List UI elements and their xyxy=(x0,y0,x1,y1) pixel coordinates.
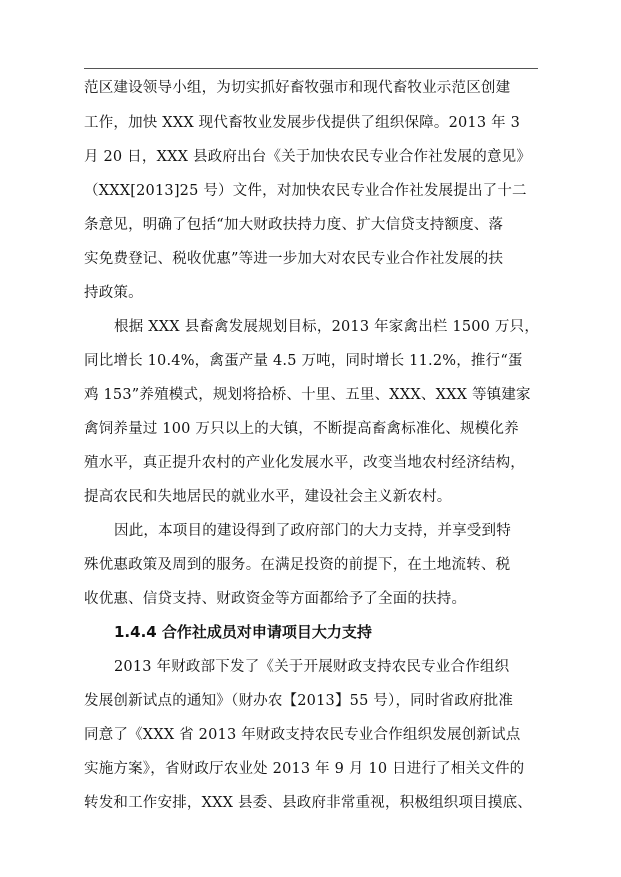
paragraph-line: 发展创新试点的通知》（财办农【2013】55 号），同时省政府批准 xyxy=(84,693,514,709)
paragraph-line: 殊优惠政策及周到的服务。在满足投资的前提下，在土地流转、税 xyxy=(84,557,511,573)
paragraph-line: 禽饲养量过 100 万只以上的大镇，不断提高畜禽标准化、规模化养 xyxy=(84,421,519,437)
paragraph-line: 同意了《XXX 省 2013 年财政支持农民专业合作组织发展创新试点 xyxy=(84,727,521,743)
header-rule xyxy=(84,68,538,69)
paragraph-line: 范区建设领导小组，为切实抓好畜牧强市和现代畜牧业示范区创建 xyxy=(84,80,511,96)
paragraph-line: 殖水平，真正提升农村的产业化发展水平，改变当地农村经济结构， xyxy=(84,455,525,471)
paragraph-line: 收优惠、信贷支持、财政资金等方面都给予了全面的扶持。 xyxy=(84,591,467,607)
paragraph-line: （XXX[2013]25 号）文件，对加快农民专业合作社发展提出了十二 xyxy=(84,183,527,199)
paragraph-line: 实免费登记、税收优惠”等进一步加大对农民专业合作社发展的扶 xyxy=(84,251,504,267)
paragraph-line: 同比增长 10.4%，禽蛋产量 4.5 万吨，同时增长 11.2%，推行“蛋 xyxy=(84,353,523,369)
paragraph-line: 工作，加快 XXX 现代畜牧业发展步伐提供了组织保障。2013 年 3 xyxy=(84,115,521,131)
paragraph-line: 月 20 日，XXX 县政府出台《关于加快农民专业合作社发展的意见》 xyxy=(84,149,532,165)
paragraph-line: 2013 年财政部下发了《关于开展财政支持农民专业合作组织 xyxy=(114,659,510,675)
paragraph-line: 转发和工作安排，XXX 县委、县政府非常重视，积极组织项目摸底、 xyxy=(84,795,532,811)
paragraph-line: 实施方案》，省财政厅农业处 2013 年 9 月 10 日进行了相关文件的 xyxy=(84,761,525,777)
paragraph-line: 持政策。 xyxy=(84,285,143,301)
paragraph-line: 提高农民和失地居民的就业水平，建设社会主义新农村。 xyxy=(84,489,452,505)
paragraph-line: 鸡 153”养殖模式，规划将拾桥、十里、五里、XXX、XXX 等镇建家 xyxy=(84,387,531,403)
section-heading: 1.4.4 合作社成员对申请项目大力支持 xyxy=(114,623,372,641)
paragraph-line: 根据 XXX 县畜禽发展规划目标，2013 年家禽出栏 1500 万只， xyxy=(114,319,540,335)
paragraph-line: 因此，本项目的建设得到了政府部门的大力支持，并享受到特 xyxy=(114,523,511,539)
paragraph-line: 条意见，明确了包括“加大财政扶持力度、扩大信贷支持额度、落 xyxy=(84,217,504,233)
